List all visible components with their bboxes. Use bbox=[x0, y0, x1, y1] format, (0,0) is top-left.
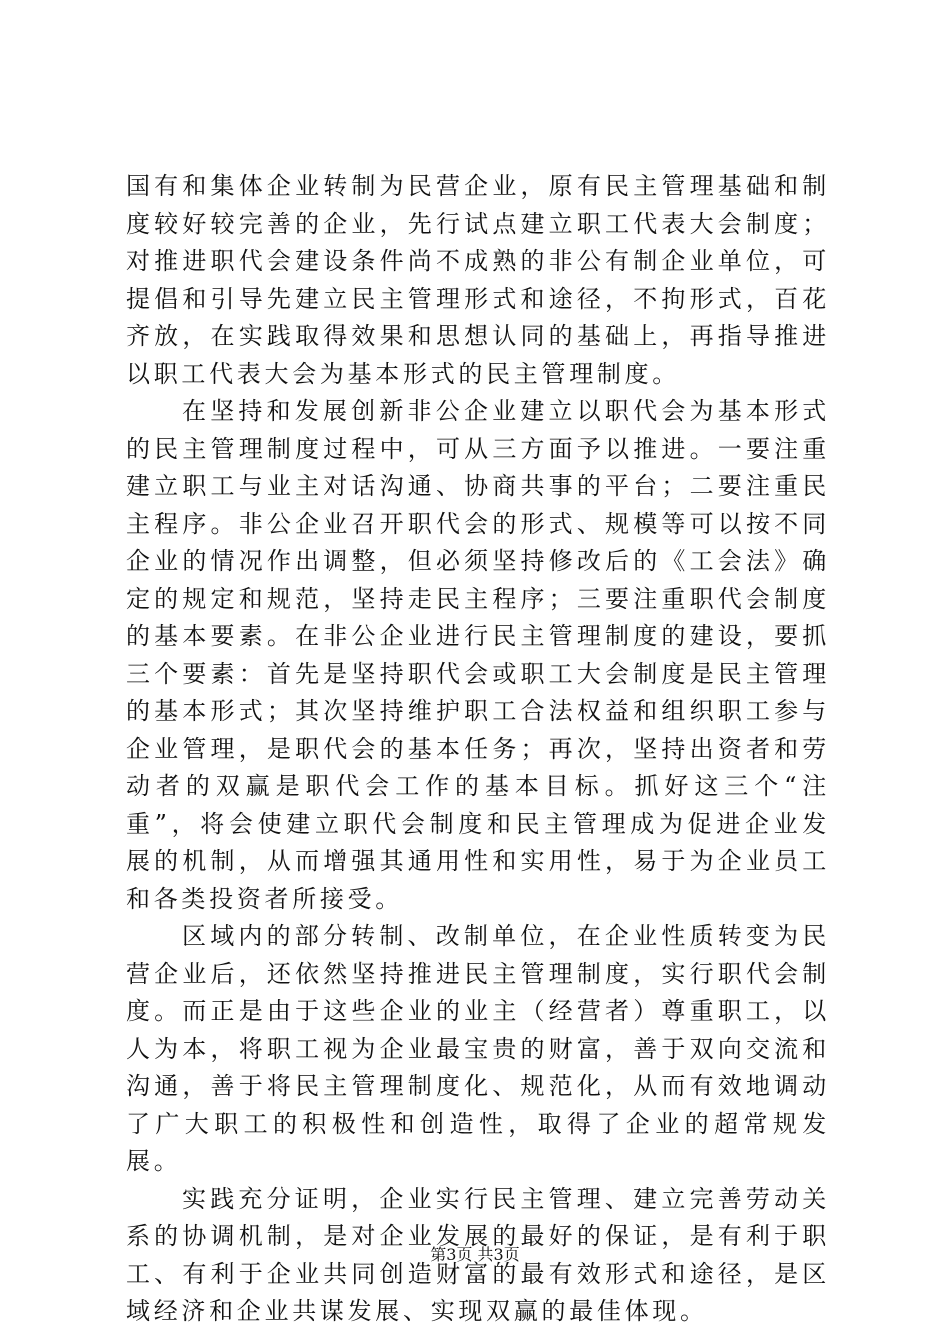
paragraph-2: 在坚持和发展创新非公企业建立以职代会为基本形式的民主管理制度过程中，可从三方面予以推进。一要注重建立职工与业主对话沟通、协商共事的平台；二要注重民主程序。非公企业召开职代会的形式、规模等可以按不同企业的情况作出调整，但必须坚持修改后的《工会法》确定的规定和规范，坚持走民主程序；三要注重职代会制度的基本要素。在非公企业进行民主管理制度的建设，要抓三个要素：首先是坚持职代会或职工大会制度是民主管理的基本形式；其次坚持维护职工合法权益和组织职工参与企业管理，是职代会的基本任务；再次，坚持出资者和劳动者的双赢是职代会工作的基本目标。抓好这三个“注重”，将会使建立职代会制度和民主管理成为促进企业发展的机制，从而增强其通用性和实用性，易于为企业员工和各类投资者所接受。 bbox=[126, 397, 830, 913]
paragraph-3: 区域内的部分转制、改制单位，在企业性质转变为民营企业后，还依然坚持推进民主管理制度，实行职代会制度。而正是由于这些企业的业主（经营者）尊重职工，以人为本，将职工视为企业最宝贵的财富，善于双向交流和沟通，善于将民主管理制度化、规范化，从而有效地调动了广大职工的积极性和创造性，取得了企业的超常规发展。 bbox=[126, 922, 830, 1175]
page-number-footer: 第3页 共3页 bbox=[430, 1245, 520, 1264]
paragraph-1: 国有和集体企业转制为民营企业，原有民主管理基础和制度较好较完善的企业，先行试点建立职工代表大会制度；对推进职代会建设条件尚不成熟的非公有制企业单位，可提倡和引导先建立民主管理形式和途径，不拘形式，百花齐放，在实践取得效果和思想认同的基础上，再指导推进以职工代表大会为基本形式的民主管理制度。 bbox=[126, 172, 830, 388]
document-body bbox=[126, 168, 830, 1331]
paragraph-4: 实践充分证明，企业实行民主管理、建立完善劳动关系的协调机制，是对企业发展的最好的保证，是有利于职工、有利于企业共同创造财富的最有效形式和途径，是区域经济和企业共谋发展、实现双赢的最佳体现。 bbox=[126, 1184, 830, 1325]
